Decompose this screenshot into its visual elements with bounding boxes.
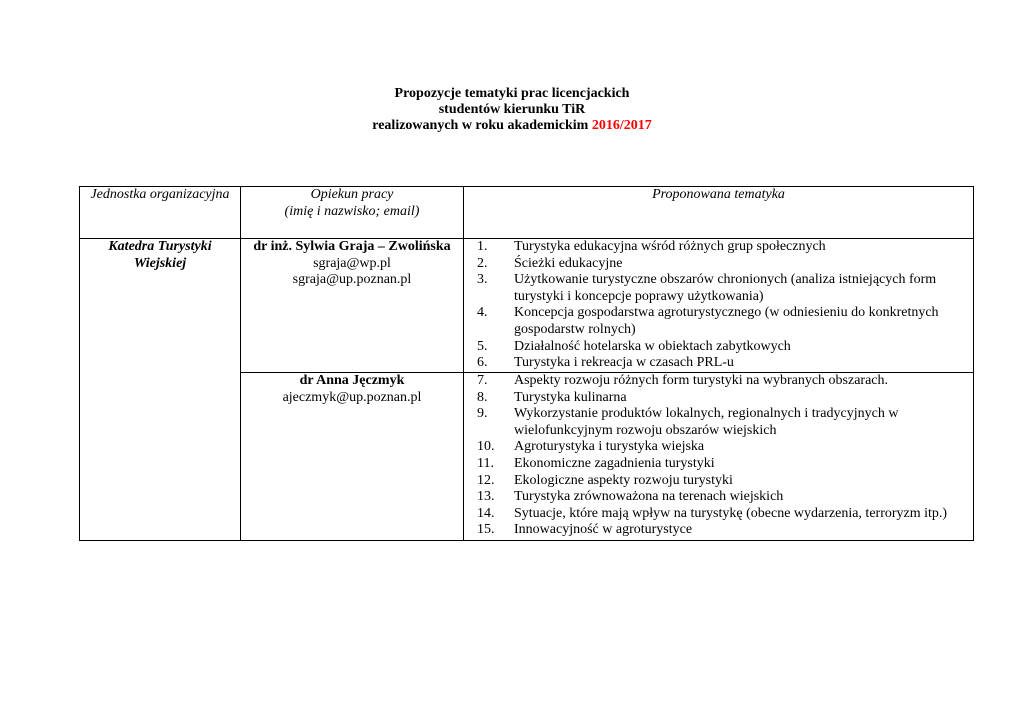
list-item bbox=[464, 239, 973, 256]
heading-line-3-text: realizowanych w roku akademickim bbox=[372, 118, 592, 133]
item-text: Ścieżki edukacyjne bbox=[514, 255, 623, 271]
supervisor-cell bbox=[241, 239, 464, 373]
list-item bbox=[464, 473, 973, 490]
unit-name-line-2: Wiejskiej bbox=[133, 255, 187, 271]
item-number: 14. bbox=[477, 505, 495, 521]
item-number: 10. bbox=[477, 439, 495, 455]
supervisor-email: ajeczmyk@up.poznan.pl bbox=[282, 389, 422, 405]
item-text: Turystyka edukacyjna wśród różnych grup społecznych bbox=[514, 239, 826, 254]
item-text: Działalność hotelarska w obiektach zabytkowych bbox=[514, 338, 791, 354]
supervisor-email: sgraja@wp.pl bbox=[313, 255, 391, 271]
header-supervisor-line-1: Opiekun pracy bbox=[310, 187, 394, 202]
supervisor-name: dr inż. Sylwia Graja – Zwolińska bbox=[253, 239, 451, 254]
header-supervisor-line-2: (imię i nazwisko; email) bbox=[284, 203, 420, 219]
list-item bbox=[464, 305, 973, 338]
item-number: 1. bbox=[477, 239, 488, 254]
header-unit-label: Jednostka organizacyjna bbox=[90, 187, 230, 202]
item-number: 7. bbox=[477, 373, 488, 388]
heading-line-2: studentów kierunku TiR bbox=[438, 102, 586, 117]
supervisor-name: dr Anna Jęczmyk bbox=[299, 373, 405, 388]
table-header-row bbox=[80, 187, 974, 239]
item-text: Turystyka kulinarna bbox=[514, 389, 627, 405]
supervisor-cell bbox=[241, 373, 464, 541]
item-number: 3. bbox=[477, 272, 488, 288]
item-text: Innowacyjność w agroturystyce bbox=[514, 522, 693, 538]
header-topics-label: Proponowana tematyka bbox=[652, 187, 785, 202]
item-number: 4. bbox=[477, 305, 488, 321]
item-number: 2. bbox=[477, 255, 488, 271]
item-number: 9. bbox=[477, 406, 488, 422]
unit-cell bbox=[80, 239, 241, 541]
topics-list bbox=[464, 373, 973, 539]
list-item bbox=[464, 256, 973, 273]
academic-year: 2016/2017 bbox=[591, 118, 652, 133]
header-supervisor bbox=[241, 187, 464, 239]
list-item bbox=[464, 522, 973, 539]
list-item bbox=[464, 373, 973, 390]
item-number: 5. bbox=[477, 338, 488, 354]
header-unit bbox=[80, 187, 241, 239]
item-text: Użytkowanie turystyczne obszarów chronionych (analiza istniejących form turystyki i koncepcje poprawy użytkowania) bbox=[514, 272, 937, 304]
list-item bbox=[464, 439, 973, 456]
heading-line-3 bbox=[0, 118, 1024, 134]
item-number: 12. bbox=[477, 472, 495, 488]
topics-list bbox=[464, 239, 973, 372]
item-text: Turystyka zrównoważona na terenach wiejskich bbox=[514, 489, 784, 505]
header-topics bbox=[464, 187, 974, 239]
document-heading bbox=[0, 86, 1024, 134]
item-number: 8. bbox=[477, 389, 488, 405]
table-row bbox=[80, 239, 974, 373]
item-text: Turystyka i rekreacja w czasach PRL-u bbox=[514, 355, 734, 371]
item-text: Wykorzystanie produktów lokalnych, regionalnych i tradycyjnych w wielofunkcyjnym rozwoju obszarów wiejskich bbox=[514, 406, 899, 438]
list-item bbox=[464, 355, 973, 372]
list-item bbox=[464, 272, 973, 305]
item-number: 13. bbox=[477, 489, 495, 505]
heading-line-1: Propozycje tematyki prac licencjackich bbox=[394, 86, 630, 101]
list-item bbox=[464, 489, 973, 506]
list-item bbox=[464, 506, 973, 523]
item-text: Ekologiczne aspekty rozwoju turystyki bbox=[514, 472, 733, 488]
topics-cell bbox=[464, 239, 974, 373]
list-item bbox=[464, 456, 973, 473]
item-text: Agroturystyka i turystyka wiejska bbox=[514, 439, 705, 455]
list-item bbox=[464, 390, 973, 407]
item-text: Sytuacje, które mają wpływ na turystykę (obecne wydarzenia, terroryzm itp.) bbox=[514, 505, 948, 521]
item-number: 6. bbox=[477, 355, 488, 371]
supervisor-email: sgraja@up.poznan.pl bbox=[292, 272, 412, 288]
unit-name-line-1: Katedra Turystyki bbox=[108, 239, 212, 254]
list-item bbox=[464, 339, 973, 356]
thesis-topics-table bbox=[79, 186, 974, 541]
item-number: 11. bbox=[477, 455, 494, 471]
item-text: Ekonomiczne zagadnienia turystyki bbox=[514, 455, 715, 471]
item-number: 15. bbox=[477, 522, 495, 538]
item-text: Koncepcja gospodarstwa agroturystycznego (w odniesieniu do konkretnych gospodarstw rolnych) bbox=[514, 305, 939, 337]
topics-cell bbox=[464, 373, 974, 541]
list-item bbox=[464, 406, 973, 439]
item-text: Aspekty rozwoju różnych form turystyki na wybranych obszarach. bbox=[514, 373, 889, 388]
